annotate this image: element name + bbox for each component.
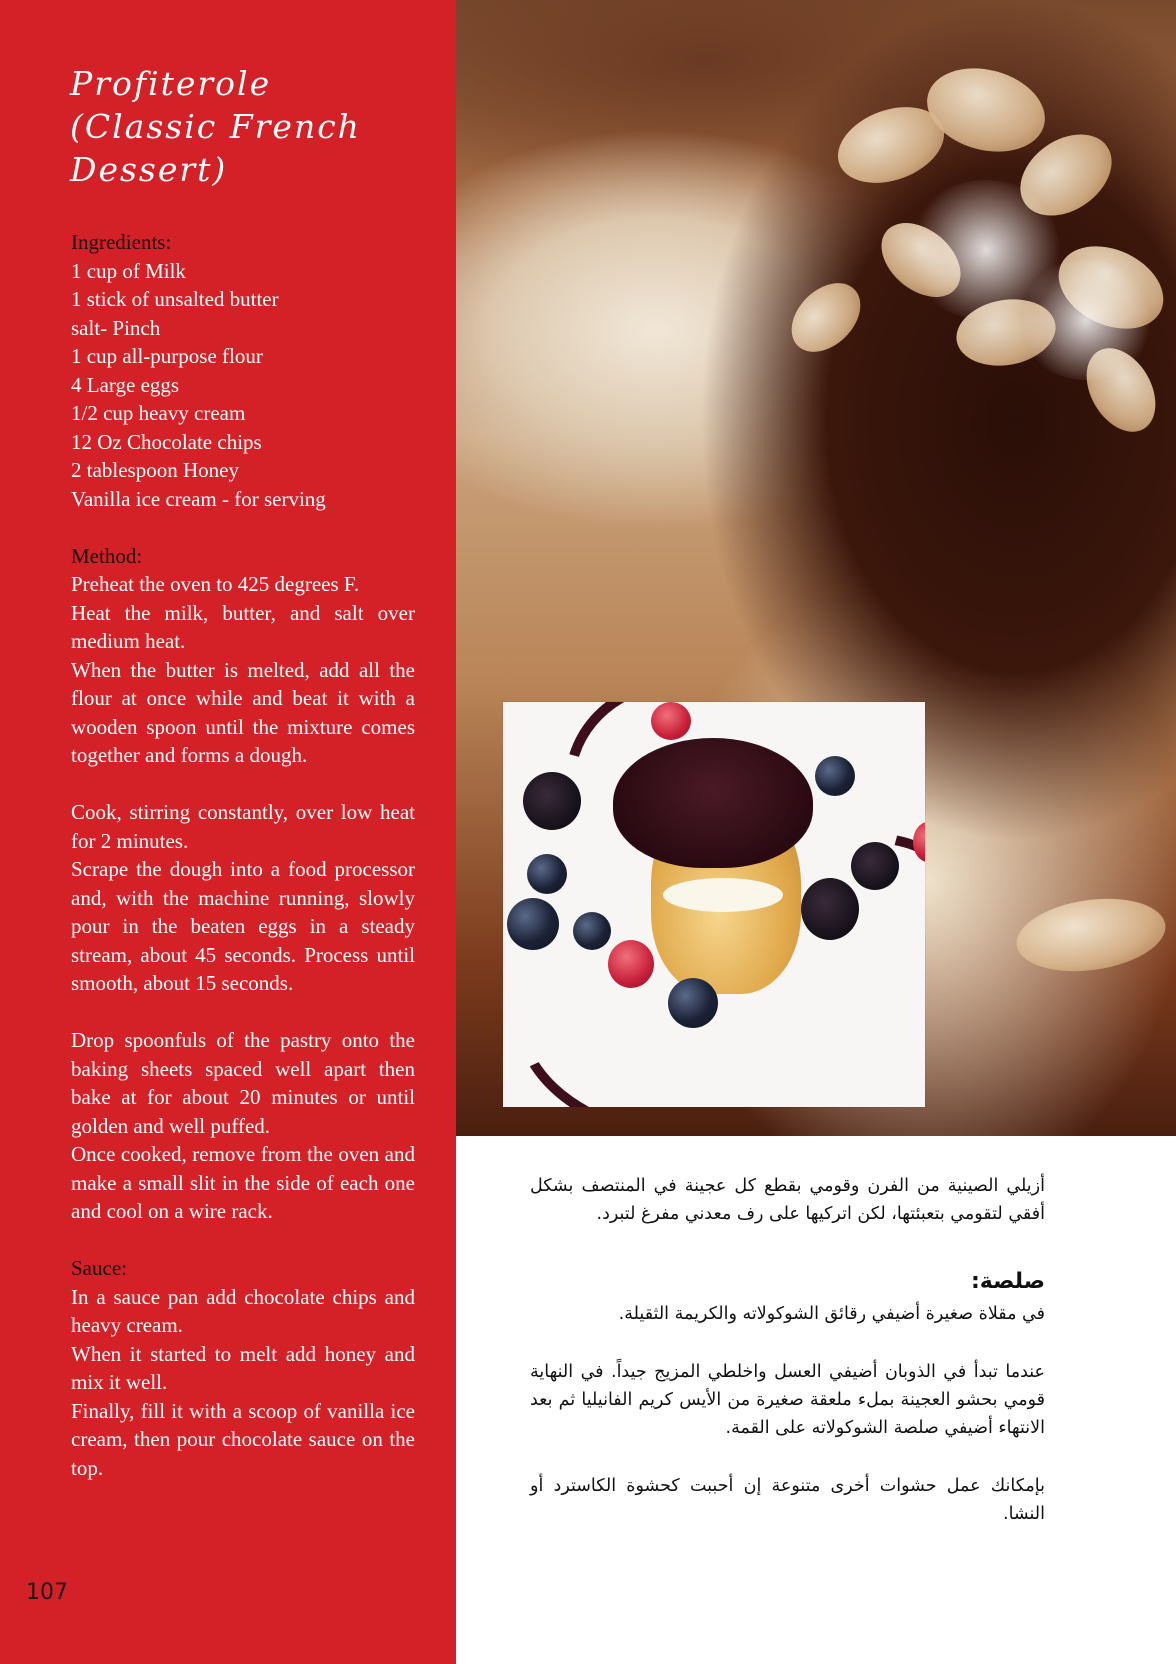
method-step: Drop spoonfuls of the pastry onto the baking sheets spaced well apart then bake at for about 20 minutes or until golden and well puffed. <box>71 1028 415 1138</box>
method-heading: Method: <box>71 543 143 568</box>
ingredient-item: 4 Large eggs <box>71 372 180 397</box>
ingredient-item: 12 Oz Chocolate chips <box>71 429 262 454</box>
sauce-step: In a sauce pan add chocolate chips and heavy cream. <box>71 1284 415 1337</box>
ingredient-item: 1 stick of unsalted butter <box>71 287 279 311</box>
method-step: Once cooked, remove from the oven and make a small slit in the side of each one and cool on a wire rack. <box>71 1142 415 1223</box>
ingredient-item: 1 cup of Milk <box>71 258 186 283</box>
method-step: When the butter is melted, add all the flour at once while and beat it with a wooden spoon until the mixture comes together and forms a dough. <box>71 657 415 767</box>
method-step: Preheat the oven to 425 degrees F. <box>71 572 360 596</box>
arabic-paragraph: بإمكانك عمل حشوات أخرى متنوعة إن أحببت كحشوة الكاسترد أو النشا. <box>530 1476 1045 1524</box>
ingredient-item: salt- Pinch <box>71 315 161 340</box>
ingredient-item: 1 cup all-purpose flour <box>71 344 263 368</box>
ingredient-item: 1/2 cup heavy cream <box>71 401 246 425</box>
ingredients-heading: Ingredients: <box>71 230 172 254</box>
title-line-3: Dessert) <box>70 150 228 189</box>
arabic-recipe-text <box>530 1172 1045 1528</box>
inset-profiterole-photo <box>503 702 925 1107</box>
arabic-paragraph: أزيلي الصينية من الفرن وقومي بقطع كل عجينة في المنتصف بشكل أفقي لتقومي بتعبئتها، لكن اتركيها على رف معدني مفرغ لتبرد. <box>530 1176 1045 1224</box>
title-line-1: Profiterole <box>70 64 272 103</box>
method-step: Cook, stirring constantly, over low heat for 2 minutes. <box>71 800 415 853</box>
sauce-step: When it started to melt add honey and mix it well. <box>71 1341 415 1394</box>
recipe-english-text <box>71 228 415 1482</box>
sauce-step: Finally, fill it with a scoop of vanilla ice cream, then pour chocolate sauce on the top. <box>71 1398 415 1480</box>
ingredient-item: Vanilla ice cream - for serving <box>71 486 326 511</box>
recipe-title <box>70 62 430 191</box>
arabic-paragraph: في مقلاة صغيرة أضيفي رقائق الشوكولاته والكريمة الثقيلة. <box>618 1304 1045 1324</box>
page-number: 107 <box>26 1580 68 1605</box>
sauce-heading: Sauce: <box>71 1256 127 1280</box>
arabic-paragraph: عندما تبدأ في الذوبان أضيفي العسل واخلطي المزيج جيداً. في النهاية قومي بحشو العجينة بملء ملعقة صغيرة من الأيس كريم الفانيليا ثم بعد الانتهاء أضيفي صلصة الشوكولاته على القمة. <box>530 1362 1045 1438</box>
method-step: Heat the milk, butter, and salt over medium heat. <box>71 600 415 653</box>
ingredient-item: 2 tablespoon Honey <box>71 458 239 482</box>
title-line-2: (Classic French <box>70 107 361 146</box>
arabic-sauce-heading: صلصة: <box>970 1269 1045 1294</box>
method-step: Scrape the dough into a food processor and, with the machine running, slowly pour in the beaten eggs in a steady stream, about 45 seconds. Process until smooth, about 15 seconds. <box>71 857 415 995</box>
